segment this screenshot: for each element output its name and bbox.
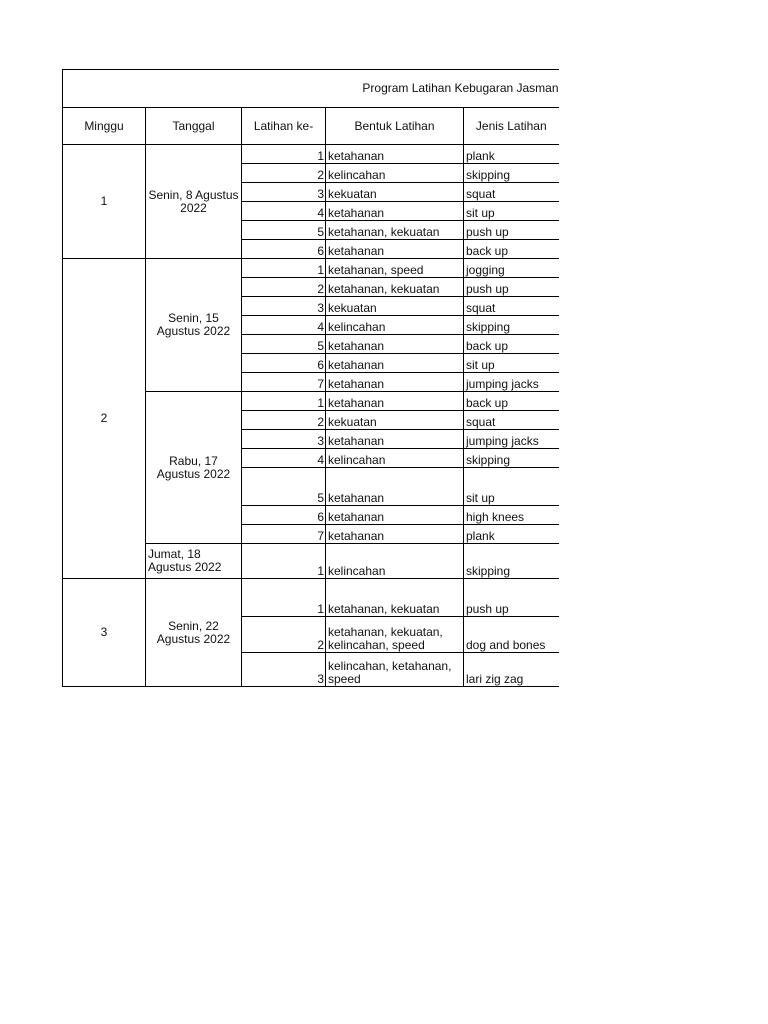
cell-latihan-ke: 6 [242, 354, 326, 373]
cell-latihan-ke: 7 [242, 525, 326, 544]
cell-jenis: plank [464, 145, 559, 164]
cell-bentuk: ketahanan [326, 392, 464, 411]
cell-bentuk: ketahanan [326, 468, 464, 506]
cell-bentuk: ketahanan, kekuatan [326, 221, 464, 240]
header-tanggal: Tanggal [146, 108, 242, 145]
cell-latihan-ke: 6 [242, 506, 326, 525]
cell-minggu: 3 [63, 579, 146, 687]
cell-latihan-ke: 5 [242, 221, 326, 240]
cell-bentuk: kekuatan [326, 297, 464, 316]
cell-jenis: dog and bones [464, 617, 559, 653]
cell-jenis: sit up [464, 354, 559, 373]
cell-minggu: 1 [63, 145, 146, 259]
cell-jenis: skipping [464, 544, 559, 579]
cell-bentuk: ketahanan [326, 506, 464, 525]
cell-jenis: back up [464, 335, 559, 354]
cell-latihan-ke: 3 [242, 653, 326, 687]
cell-bentuk: ketahanan, kekuatan [326, 278, 464, 297]
cell-bentuk: ketahanan [326, 145, 464, 164]
cell-latihan-ke: 2 [242, 617, 326, 653]
cell-tanggal: Rabu, 17 Agustus 2022 [146, 392, 242, 544]
training-program-table [62, 69, 559, 687]
cell-latihan-ke: 6 [242, 240, 326, 259]
cell-bentuk: ketahanan, kekuatan [326, 579, 464, 617]
cell-latihan-ke: 4 [242, 449, 326, 468]
table-title: Program Latihan Kebugaran Jasman [63, 70, 559, 108]
cell-bentuk: kekuatan [326, 183, 464, 202]
cell-latihan-ke: 4 [242, 202, 326, 221]
cell-jenis: push up [464, 579, 559, 617]
cell-jenis: back up [464, 392, 559, 411]
cell-latihan-ke: 3 [242, 297, 326, 316]
cell-jenis: squat [464, 183, 559, 202]
cell-latihan-ke: 4 [242, 316, 326, 335]
header-row [63, 108, 559, 145]
cell-jenis: jogging [464, 259, 559, 278]
header-minggu: Minggu [63, 108, 146, 145]
cell-latihan-ke: 5 [242, 335, 326, 354]
cell-latihan-ke: 5 [242, 468, 326, 506]
cell-latihan-ke: 2 [242, 164, 326, 183]
cell-latihan-ke: 1 [242, 145, 326, 164]
cell-jenis: sit up [464, 468, 559, 506]
table-row [63, 145, 559, 164]
title-row [63, 70, 559, 108]
cell-tanggal: Senin, 22 Agustus 2022 [146, 579, 242, 687]
table-row [63, 259, 559, 278]
table-row [63, 579, 559, 617]
cell-latihan-ke: 1 [242, 544, 326, 579]
cell-tanggal: Senin, 8 Agustus 2022 [146, 145, 242, 259]
cell-jenis: skipping [464, 316, 559, 335]
cell-jenis: skipping [464, 164, 559, 183]
cell-bentuk: kekuatan [326, 411, 464, 430]
cell-bentuk: kelincahan [326, 544, 464, 579]
cell-jenis: push up [464, 221, 559, 240]
cell-bentuk: ketahanan [326, 335, 464, 354]
cell-bentuk: kelincahan [326, 449, 464, 468]
cell-bentuk: ketahanan [326, 525, 464, 544]
cell-bentuk: ketahanan, kekuatan, kelincahan, speed [326, 617, 464, 653]
cell-jenis: push up [464, 278, 559, 297]
cell-latihan-ke: 3 [242, 183, 326, 202]
table-body [63, 145, 559, 687]
cell-jenis: skipping [464, 449, 559, 468]
cell-bentuk: ketahanan, speed [326, 259, 464, 278]
header-jenis-latihan: Jenis Latihan [464, 108, 559, 145]
cell-latihan-ke: 1 [242, 579, 326, 617]
cell-bentuk: ketahanan [326, 354, 464, 373]
cell-bentuk: kelincahan [326, 164, 464, 183]
cell-jenis: squat [464, 297, 559, 316]
cell-jenis: plank [464, 525, 559, 544]
cell-minggu: 2 [63, 259, 146, 579]
header-latihan-ke: Latihan ke- [242, 108, 326, 145]
cell-latihan-ke: 7 [242, 373, 326, 392]
cell-latihan-ke: 3 [242, 430, 326, 449]
cell-latihan-ke: 2 [242, 278, 326, 297]
cell-latihan-ke: 2 [242, 411, 326, 430]
cell-bentuk: ketahanan [326, 202, 464, 221]
cell-tanggal: Jumat, 18 Agustus 2022 [146, 544, 242, 579]
cell-jenis: squat [464, 411, 559, 430]
cell-latihan-ke: 1 [242, 392, 326, 411]
cell-bentuk: ketahanan [326, 373, 464, 392]
cell-bentuk: kelincahan, ketahanan, speed [326, 653, 464, 687]
cell-latihan-ke: 1 [242, 259, 326, 278]
cell-jenis: sit up [464, 202, 559, 221]
cell-jenis: jumping jacks [464, 430, 559, 449]
cell-jenis: lari zig zag [464, 653, 559, 687]
header-bentuk-latihan: Bentuk Latihan [326, 108, 464, 145]
cell-bentuk: kelincahan [326, 316, 464, 335]
cell-jenis: high knees [464, 506, 559, 525]
cell-bentuk: ketahanan [326, 430, 464, 449]
cell-jenis: back up [464, 240, 559, 259]
cell-tanggal: Senin, 15 Agustus 2022 [146, 259, 242, 392]
cell-jenis: jumping jacks [464, 373, 559, 392]
cell-bentuk: ketahanan [326, 240, 464, 259]
